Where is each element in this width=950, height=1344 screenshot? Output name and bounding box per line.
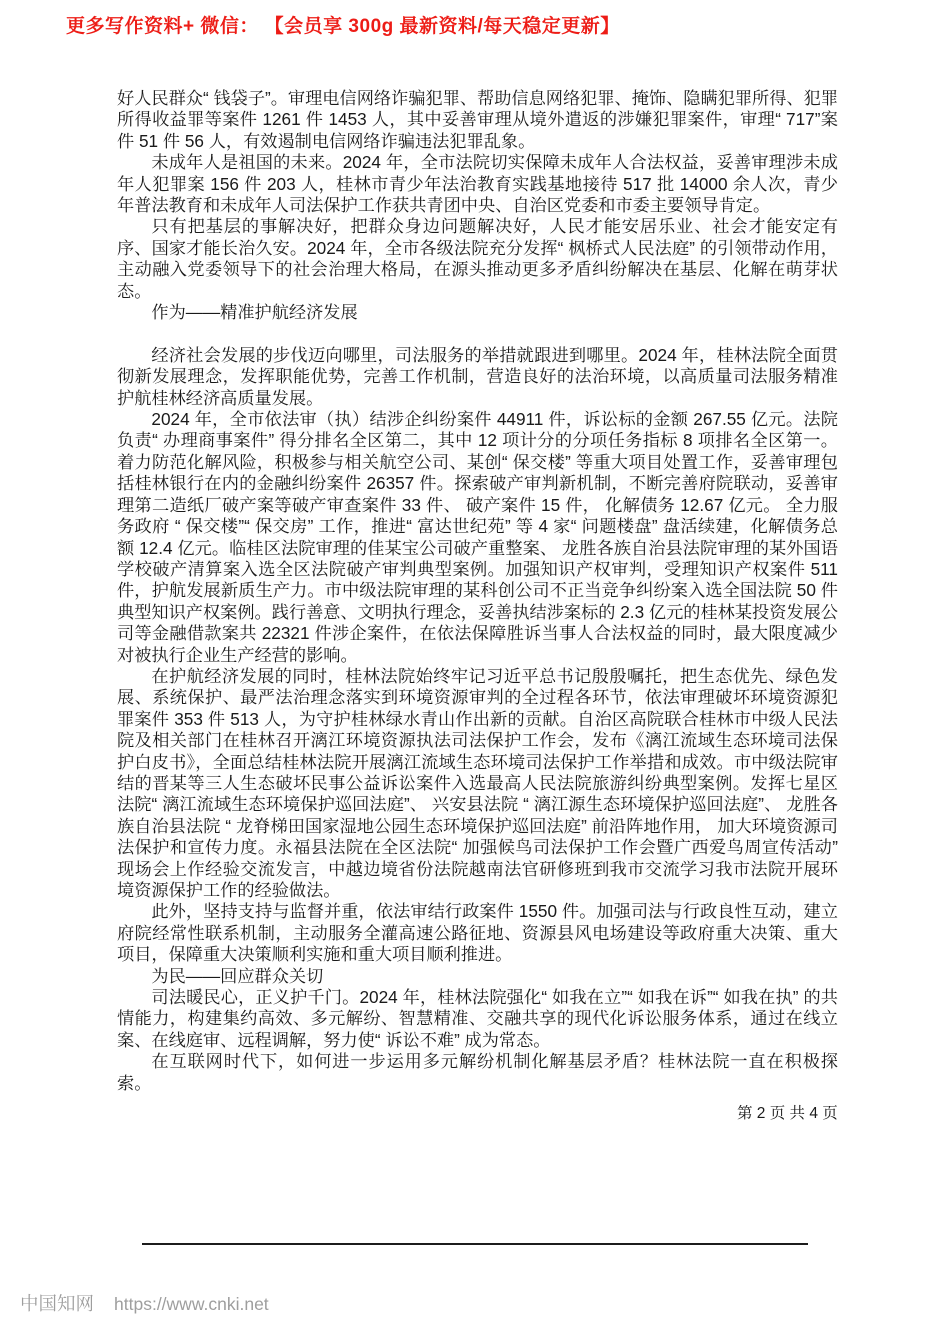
paragraph: 2024 年，全市依法审（执）结涉企纠纷案件 44911 件，诉讼标的金额 267.55 亿元。法院负责“ 办理商事案件” 得分排名全区第二，其中 12 项计分的分项任务指标 8 项排名全区第一。着力防范化解风险，积极参与相关航空公司、某创“ 保交楼” 等重大项目处置工作，妥善审理包括桂林银行在内的金融纠纷案件 26357 件。探索破产审判新机制，不断完善府院联动，妥善审理第二造纸厂破产案等破产审查案件 33 件、 破产案件 15 件， 化解债务 12.67 亿元。 全力服务政府 “ 保交楼”“ 保交房” 工作，推进“ 富达世纪苑” 等 4 家“ 问题楼盘” 盘活续建，化解债务总额 12.4 亿元。临桂区法院审理的佳某宝公司破产重整案、 龙胜各族自治县法院审理的某外国语学校破产清算案入选全区法院破产审判典型案例。加强知识产权审判，受理知识产权案件 511 件，护航发展新质生产力。市中级法院审理的某科创公司不正当竞争纠纷案入选全国法院 50 件典型知识产权案例。践行善意、文明执行理念，妥善执结涉案标的 2.3 亿元的桂林某投资发展公司等金融借款案共 22321 件涉企案件，在依法保障胜诉当事人合法权益的同时，最大限度减少对被执行企业生产经营的影响。 xyxy=(117,409,838,665)
page-number: 第 2 页 共 4 页 xyxy=(737,1105,838,1122)
promo-banner-text: 更多写作资料+ 微信： 【会员享 300g 最新资料/每天稳定更新】 xyxy=(66,16,620,37)
site-footer xyxy=(20,1290,269,1316)
document-body xyxy=(117,88,838,1094)
paragraph: 司法暖民心，正义护千门。2024 年，桂林法院强化“ 如我在立”“ 如我在诉”“ 如我在执” 的共情能力，构建集约高效、多元解纷、智慧精准、交融共享的现代化诉讼服务体系，通过在线立案、在线庭审、远程调解，努力使“ 诉讼不难” 成为常态。 xyxy=(117,987,838,1050)
cnki-url-link[interactable]: https://www.cnki.net xyxy=(114,1294,269,1314)
cnki-brand-label: 中国知网 xyxy=(20,1293,95,1314)
paragraph: 经济社会发展的步伐迈向哪里，司法服务的举措就跟进到哪里。2024 年，桂林法院全面贯彻新发展理念，发挥职能优势，完善工作机制，营造良好的法治环境，以高质量司法服务精准护航桂林经济高质量发展。 xyxy=(117,344,838,408)
paragraph: 此外，坚持支持与监督并重，依法审结行政案件 1550 件。加强司法与行政良性互动，建立府院经常性联系机制，主动服务全灌高速公路征地、资源县风电场建设等政府重大决策、重大项目，保障重大决策顺利实施和重大项目顺利推进。 xyxy=(117,901,838,965)
section-heading: 作为——精准护航经济发展 xyxy=(151,302,358,323)
section-heading: 为民——回应群众关切 xyxy=(151,965,324,986)
paragraph: 只有把基层的事解决好，把群众身边问题解决好，人民才能安居乐业、社会才能安定有序、国家才能长治久安。2024 年，全市各级法院充分发挥“ 枫桥式人民法庭” 的引领带动作用，主动融入党委领导下的社会治理大格局，在源头推动更多矛盾纠纷解决在基层、化解在萌芽状态。 xyxy=(117,216,838,301)
paragraph: 未成年人是祖国的未来。2024 年，全市法院切实保障未成年人合法权益，妥善审理涉未成年人犯罪案 156 件 203 人，桂林市青少年法治教育实践基地接待 517 批 14000 余人次，青少年普法教育和未成年人司法保护工作获共青团中央、自治区党委和市委主要领导肯定。 xyxy=(117,152,838,216)
paragraph: 在互联网时代下，如何进一步运用多元解纷机制化解基层矛盾？桂林法院一直在积极探索。 xyxy=(117,1051,838,1093)
footer-divider xyxy=(142,1243,808,1245)
paragraph: 好人民群众“ 钱袋子”。审理电信网络诈骗犯罪、帮助信息网络犯罪、掩饰、隐瞒犯罪所得、犯罪所得收益罪等案件 1261 件 1453 人，其中妥善审理从境外遣返的涉嫌犯罪案件，审理“ 717”案件 51 件 56 人，有效遏制电信网络诈骗违法犯罪乱象。 xyxy=(117,88,838,151)
paragraph: 在护航经济发展的同时，桂林法院始终牢记习近平总书记殷殷嘱托，把生态优先、绿色发展、系统保护、最严法治理念落实到环境资源审判的全过程各环节，依法审理破坏环境资源犯罪案件 353 件 513 人，为守护桂林绿水青山作出新的贡献。自治区高院联合桂林市中级人民法院及相关部门在桂林召开漓江环境资源执法司法保护工作会，发布《漓江流域生态环境司法保护白皮书》，全面总结桂林法院开展漓江流域生态环境司法保护工作举措和成效。市中级法院审结的晋某等三人生态破坏民事公益诉讼案件入选最高人民法院旅游纠纷典型案例。发挥七星区法院“ 漓江流域生态环境保护巡回法庭”、 兴安县法院 “ 漓江源生态环境保护巡回法庭”、 龙胜各族自治县法院 “ 龙脊梯田国家湿地公园生态环境保护巡回法庭” 前沿阵地作用， 加大环境资源司法保护和宣传力度。永福县法院在全区法院“ 加强候鸟司法保护工作会暨广西爱鸟周宣传活动” 现场会上作经验交流发言，中越边境省份法院越南法官研修班到我市交流学习我市法院开展环境资源保护工作的经验做法。 xyxy=(117,665,838,901)
